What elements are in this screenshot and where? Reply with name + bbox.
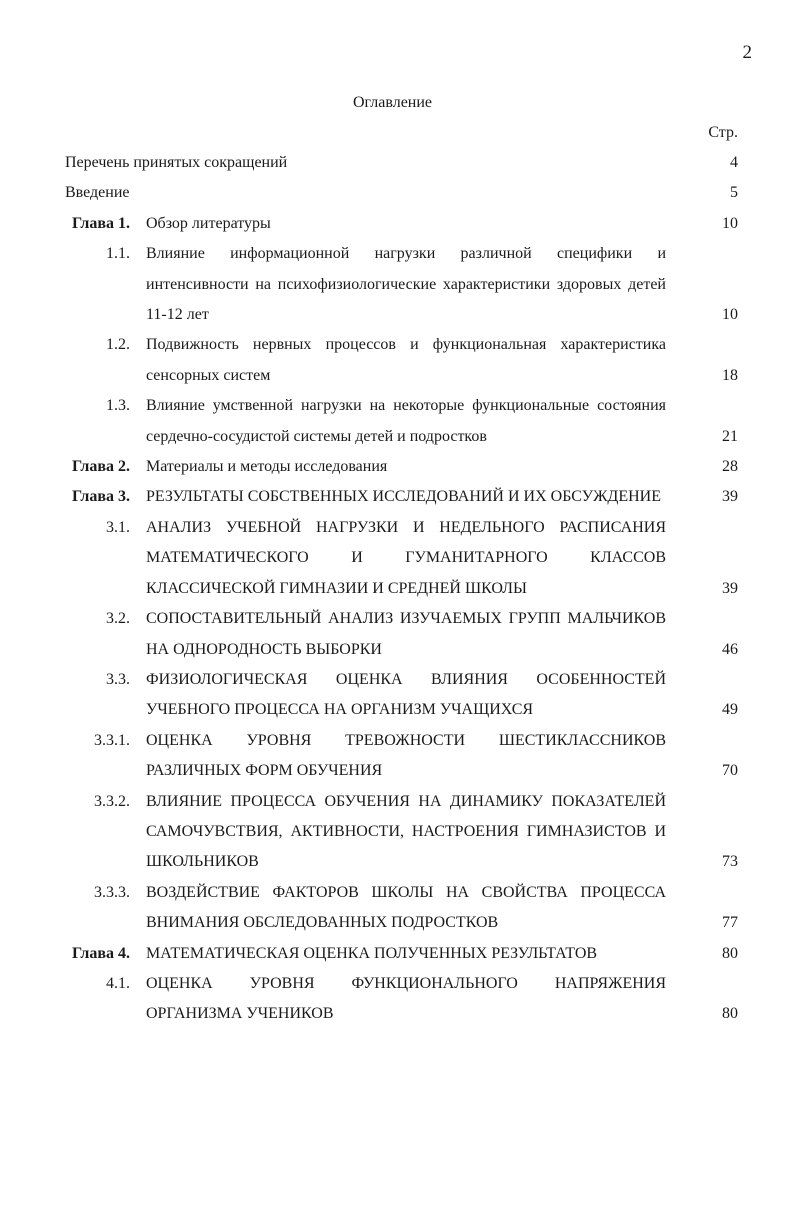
toc-entry-text: Подвижность нервных процессов и функциональная характеристика сенсорных систем: [146, 336, 666, 384]
page-column-header: Стр.: [708, 124, 738, 141]
toc-entry-number: 1.3.: [106, 397, 130, 415]
toc-entry: [0, 148, 797, 178]
toc-entry: [0, 726, 797, 787]
toc-entry-page: 49: [722, 701, 738, 719]
toc-entry-text: Влияние умственной нагрузки на некоторые функциональные состояния сердечно-сосудистой системы детей и подростков: [146, 397, 666, 445]
toc-entry-page: 4: [730, 154, 738, 171]
toc-entry-page: 28: [722, 458, 738, 476]
toc-entry-number: 1.1.: [106, 245, 130, 263]
toc-entry-text: СОПОСТАВИТЕЛЬНЫЙ АНАЛИЗ ИЗУЧАЕМЫХ ГРУПП МАЛЬЧИКОВ НА ОДНОРОДНОСТЬ ВЫБОРКИ: [146, 610, 666, 658]
toc-entry: [0, 330, 797, 391]
toc-entry-number: 3.2.: [106, 610, 130, 628]
toc-entry-page: 39: [722, 579, 738, 597]
toc-entry-text: АНАЛИЗ УЧЕБНОЙ НАГРУЗКИ И НЕДЕЛЬНОГО РАСПИСАНИЯ МАТЕМАТИЧЕСКОГО И ГУМАНИТАРНОГО КЛАССОВ КЛАССИЧЕСКОЙ ГИМНАЗИИ И СРЕДНЕЙ ШКОЛЫ: [146, 518, 666, 597]
toc-entry-page: 18: [722, 366, 738, 384]
toc-entry-number: Глава 2.: [72, 458, 130, 476]
toc-entry: [0, 787, 797, 878]
toc-entry-text: Материалы и методы исследования: [146, 458, 388, 476]
toc-entry-page: 73: [722, 853, 738, 871]
toc-title-text: Оглавление: [352, 94, 433, 111]
toc-entry-text: ОЦЕНКА УРОВНЯ ФУНКЦИОНАЛЬНОГО НАПРЯЖЕНИЯ ОРГАНИЗМА УЧЕНИКОВ: [146, 974, 666, 1023]
toc-entry: [0, 452, 797, 482]
toc-entry-page: 21: [722, 427, 738, 445]
toc-entry-number: Глава 4.: [72, 944, 130, 962]
toc-entry-text: Влияние информационной нагрузки различной специфики и интенсивности на психофизиологические характеристики здоровых детей 11-12 лет: [146, 245, 666, 324]
toc-title: [0, 94, 797, 112]
toc-entry: [0, 391, 797, 452]
toc-entry-page: 39: [722, 488, 738, 506]
toc-entry-page: 10: [722, 214, 738, 232]
toc-entry-page: 46: [722, 640, 738, 658]
toc-entry: [0, 482, 797, 512]
toc-entry: [0, 178, 797, 208]
toc-entry-page: 77: [722, 914, 738, 932]
toc-entry-page: 5: [730, 184, 738, 202]
toc-entry-number: 3.3.: [106, 670, 130, 688]
toc-entry-number: 4.1.: [106, 974, 130, 992]
toc-entry-text: Введение: [65, 184, 130, 202]
toc-entry-number: 3.3.2.: [94, 792, 130, 810]
toc-entry-page: 80: [722, 944, 738, 962]
toc-entry-text: Перечень принятых сокращений: [65, 154, 288, 171]
toc-entry: [0, 939, 797, 969]
page-number: 2: [742, 42, 752, 63]
toc-entry-text: ОЦЕНКА УРОВНЯ ТРЕВОЖНОСТИ ШЕСТИКЛАССНИКОВ РАЗЛИЧНЫХ ФОРМ ОБУЧЕНИЯ: [146, 731, 666, 780]
toc-entry: [0, 665, 797, 726]
toc-entry: [0, 513, 797, 604]
toc-entry-page: 70: [722, 762, 738, 780]
toc-entry-text: ВЛИЯНИЕ ПРОЦЕССА ОБУЧЕНИЯ НА ДИНАМИКУ ПОКАЗАТЕЛЕЙ САМОЧУВСТВИЯ, АКТИВНОСТИ, НАСТРОЕНИЯ ГИМНАЗИСТОВ И ШКОЛЬНИКОВ: [146, 792, 666, 871]
toc-entry: [0, 878, 797, 939]
toc-entry-page: 10: [722, 306, 738, 324]
toc-entry-page: 80: [722, 1005, 738, 1023]
toc-entry-number: 3.3.3.: [94, 883, 130, 901]
table-of-contents: [0, 148, 797, 1030]
toc-entry-number: 3.1.: [106, 518, 130, 536]
toc-entry: [0, 604, 797, 665]
toc-entry-number: Глава 1.: [72, 214, 130, 232]
toc-entry: [0, 969, 797, 1030]
toc-entry-number: 3.3.1.: [94, 731, 130, 749]
toc-entry: [0, 209, 797, 239]
toc-entry-text: Обзор литературы: [146, 214, 271, 232]
toc-entry-text: ФИЗИОЛОГИЧЕСКАЯ ОЦЕНКА ВЛИЯНИЯ ОСОБЕННОСТЕЙ УЧЕБНОГО ПРОЦЕССА НА ОРГАНИЗМ УЧАЩИХСЯ: [146, 670, 666, 719]
toc-entry-text: МАТЕМАТИЧЕСКАЯ ОЦЕНКА ПОЛУЧЕННЫХ РЕЗУЛЬТАТОВ: [146, 944, 598, 962]
toc-entry: [0, 239, 797, 330]
toc-entry-number: 1.2.: [106, 336, 130, 354]
toc-entry-text: ВОЗДЕЙСТВИЕ ФАКТОРОВ ШКОЛЫ НА СВОЙСТВА ПРОЦЕССА ВНИМАНИЯ ОБСЛЕДОВАННЫХ ПОДРОСТКОВ: [146, 883, 666, 932]
toc-entry-text: РЕЗУЛЬТАТЫ СОБСТВЕННЫХ ИССЛЕДОВАНИЙ И ИХ ОБСУЖДЕНИЕ: [146, 488, 661, 506]
toc-entry-number: Глава 3.: [72, 488, 130, 506]
